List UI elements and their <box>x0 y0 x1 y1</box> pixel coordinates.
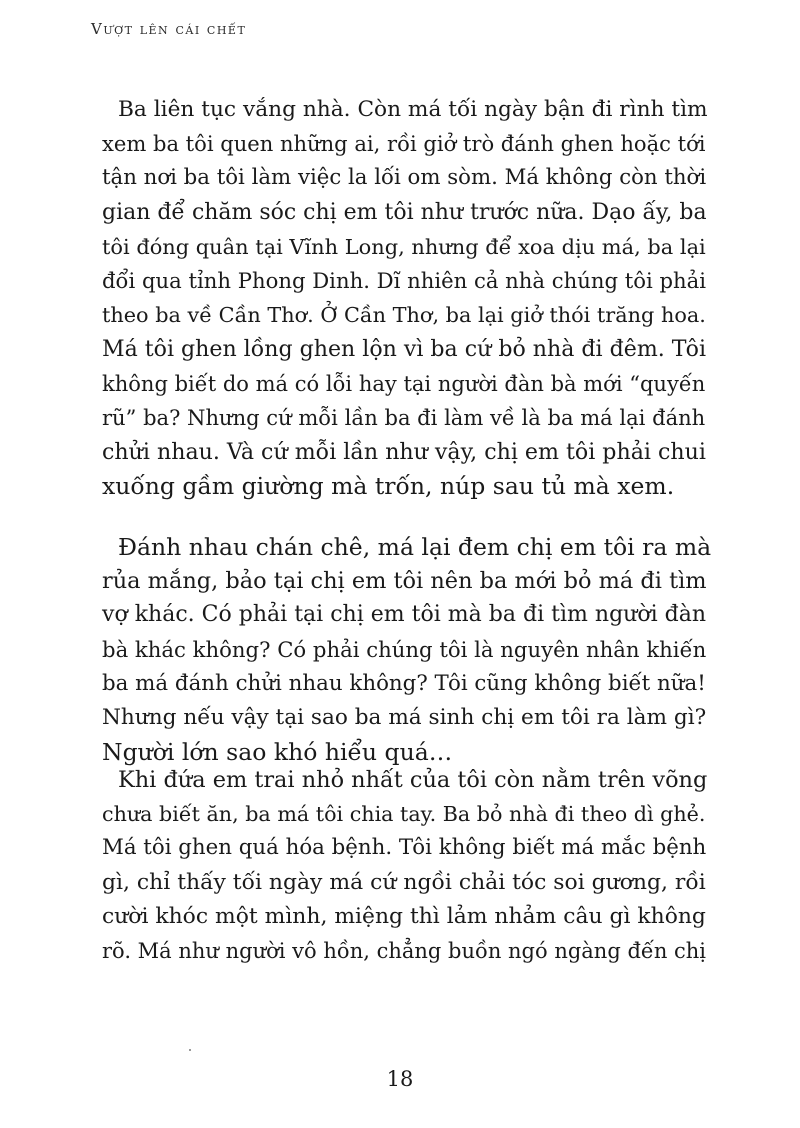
text-line: xuống gầm giường mà trốn, núp sau tủ mà xem. <box>102 472 675 501</box>
paragraph-2 <box>102 530 712 769</box>
text-line: xem ba tôi quen những ai, rồi giở trò đánh ghen hoặc tới <box>102 131 706 157</box>
scan-speck <box>189 1049 191 1051</box>
text-line: đổi qua tỉnh Phong Dinh. Dĩ nhiên cả nhà chúng tôi phải <box>102 267 707 293</box>
text-line: tôi đóng quân tại Vĩnh Long, nhưng để xoa dịu má, ba lại <box>102 234 706 259</box>
text-line: gian để chăm sóc chị em tôi như trước nữa. Dạo ấy, ba <box>102 199 707 225</box>
text-line: Má tôi ghen quá hóa bệnh. Tôi không biết má mắc bệnh <box>102 835 707 861</box>
running-header-title: Vượt lên cái chết <box>91 20 247 38</box>
text-line: theo ba về Cần Thơ. Ở Cần Thơ, ba lại giở thói trăng hoa. <box>102 303 706 328</box>
text-line: rũ” ba? Nhưng cứ mỗi lần ba đi làm về là ba má lại đánh <box>102 404 706 430</box>
text-line: rõ. Má như người vô hồn, chẳng buồn ngó ngàng đến chị <box>102 938 707 963</box>
text-line: gì, chỉ thấy tối ngày má cứ ngồi chải tóc soi gương, rồi <box>102 869 706 895</box>
text-line: bà khác không? Có phải chúng tôi là nguyên nhân khiến <box>102 636 707 662</box>
text-line: ba má đánh chửi nhau không? Tôi cũng không biết nữa! <box>102 670 706 696</box>
text-line: chưa biết ăn, ba má tôi chia tay. Ba bỏ nhà đi theo dì ghẻ. <box>102 802 706 827</box>
text-line: Đánh nhau chán chê, má lại đem chị em tôi ra mà <box>118 533 712 561</box>
text-line: cười khóc một mình, miệng thì lảm nhảm câu gì không <box>102 903 706 929</box>
paragraph-3 <box>102 763 712 968</box>
text-line: Ba liên tục vắng nhà. Còn má tối ngày bận đi rình tìm <box>118 97 708 122</box>
page-number: 18 <box>386 1067 414 1091</box>
paragraph-1 <box>102 93 712 503</box>
text-line: rủa mắng, bảo tại chị em tôi nên ba mới bỏ má đi tìm <box>102 568 707 595</box>
text-line: không biết do má có lỗi hay tại người đàn bà mới “quyến <box>102 370 706 396</box>
text-line: Khi đứa em trai nhỏ nhất của tôi còn nằm trên võng <box>118 767 708 793</box>
text-line: tận nơi ba tôi làm việc la lối om sòm. Má không còn thời <box>102 165 707 191</box>
text-line: Má tôi ghen lồng ghen lộn vì ba cứ bỏ nhà đi đêm. Tôi <box>102 336 707 363</box>
text-line: chửi nhau. Và cứ mỗi lần như vậy, chị em tôi phải chui <box>102 438 706 465</box>
text-line: vợ khác. Có phải tại chị em tôi mà ba đi tìm người đàn <box>102 602 707 628</box>
text-line: Nhưng nếu vậy tại sao ba má sinh chị em tôi ra làm gì? <box>102 704 707 730</box>
text-line: Người lớn sao khó hiểu quá… <box>102 738 453 767</box>
